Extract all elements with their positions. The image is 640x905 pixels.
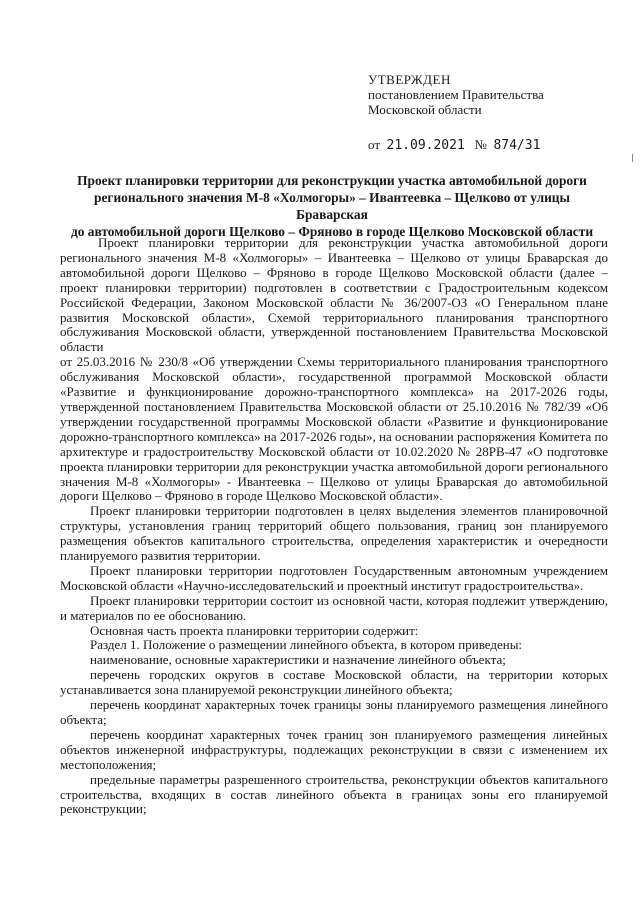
title-line-3: до автомобильной дороги Щелково – Фряново в городе Щелково Московской области bbox=[70, 224, 594, 239]
number-prefix: № bbox=[474, 137, 487, 152]
date-prefix: от bbox=[368, 137, 381, 152]
approval-date-line bbox=[368, 137, 544, 153]
title-line-1: Проект планировки территории для реконструкции участка автомобильной дороги bbox=[77, 173, 587, 188]
paragraph-11: перечень координат характерных точек границ зон планируемого размещения линейных объектов инженерной инфраструктуры, подлежащих реконструкции в связи с изменением их местоположения; bbox=[60, 726, 608, 772]
paragraph-10: перечень координат характерных точек границы зоны планируемого размещения линейного объекта; bbox=[60, 697, 608, 727]
paragraph-7: Раздел 1. Положение о размещении линейного объекта, в котором приведены: bbox=[90, 637, 523, 653]
approval-head: УТВЕРЖДЕН bbox=[368, 72, 451, 87]
approval-stamp bbox=[368, 72, 544, 153]
margin-mark bbox=[632, 154, 633, 162]
approval-number: 874/31 bbox=[493, 138, 541, 153]
paragraph-3: Проект планировки территории подготовлен в целях выделения элементов планировочной структуры, установления границ территорий общего пользования, границ зон планируемого размещения объектов капитального строительства, определения характеристик и очередности планируемого развития территории. bbox=[60, 503, 608, 564]
title-line-2: регионального значения М-8 «Холмогоры» – Ивантеевка – Щелково от улицы Браварская bbox=[94, 190, 570, 222]
paragraph-4: Проект планировки территории подготовлен Государственным автономным учреждением Московской области «Научно-исследовательский и проектный институт градостроительства». bbox=[60, 562, 608, 593]
document-title bbox=[58, 172, 606, 240]
approval-date: 21.09.2021 bbox=[386, 138, 465, 153]
paragraph-2: от 25.03.2016 № 230/8 «Об утверждении Схемы территориального планирования транспортного обслуживания Московской области», государственной программой Московской области «Развитие и функционирование дорожно-транспортного комплекса» на 2017-2026 годы, утвержденной постановлением Правительства Московской области от 25.10.2016 № 782/39 «Об утверждении государственной программы Московской области «Развитие и функционирование дорожно-транспортного комплекса» на 2017-2026 годы», на основании распоряжения Комитета по архитектуре и градостроительству Московской области от 10.02.2020 № 28РВ-47 «О подготовке проекта планировки территории для реконструкции участка автомобильной дороги регионального значения М-8 «Холмогоры» - Ивантеевка – Щелково от улицы Браварская до автомобильной дороги Щелково – Фряново в городе Щелково Московской области». bbox=[60, 354, 608, 504]
paragraph-6: Основная часть проекта планировки территории содержит: bbox=[90, 622, 419, 638]
approval-line-2: Московской области bbox=[368, 102, 482, 117]
document-body bbox=[60, 236, 608, 817]
paragraph-8: наименование, основные характеристики и назначение линейного объекта; bbox=[90, 652, 506, 668]
paragraph-1: Проект планировки территории для реконструкции участка автомобильной дороги регионального значения М-8 «Холмогоры» – Ивантеевка – Щелково от улицы Браварская до автомобильной дороги Щелково – Фряново в городе Щелково Московской области (далее – проект планировки территории) подготовлен в соответствии с Градостроительным кодексом Российской Федерации, Законом Московской области № 36/2007-ОЗ «О Генеральном плане развития Московской области», Схемой территориального планирования транспортного обслуживания Московской области, утвержденной постановлением Правительства Московской области bbox=[60, 235, 608, 355]
paragraph-5: Проект планировки территории состоит из основной части, которая подлежит утверждению, и материалов по ее обоснованию. bbox=[60, 592, 608, 623]
approval-line-1: постановлением Правительства bbox=[368, 87, 544, 102]
paragraph-12: предельные параметры разрешенного строительства, реконструкции объектов капитального строительства, входящих в состав линейного объекта в границах зоны его планируемой реконструкции; bbox=[60, 771, 608, 817]
paragraph-9: перечень городских округов в составе Московской области, на территории которых устанавливается зона планируемой реконструкции линейного объекта; bbox=[60, 667, 608, 698]
